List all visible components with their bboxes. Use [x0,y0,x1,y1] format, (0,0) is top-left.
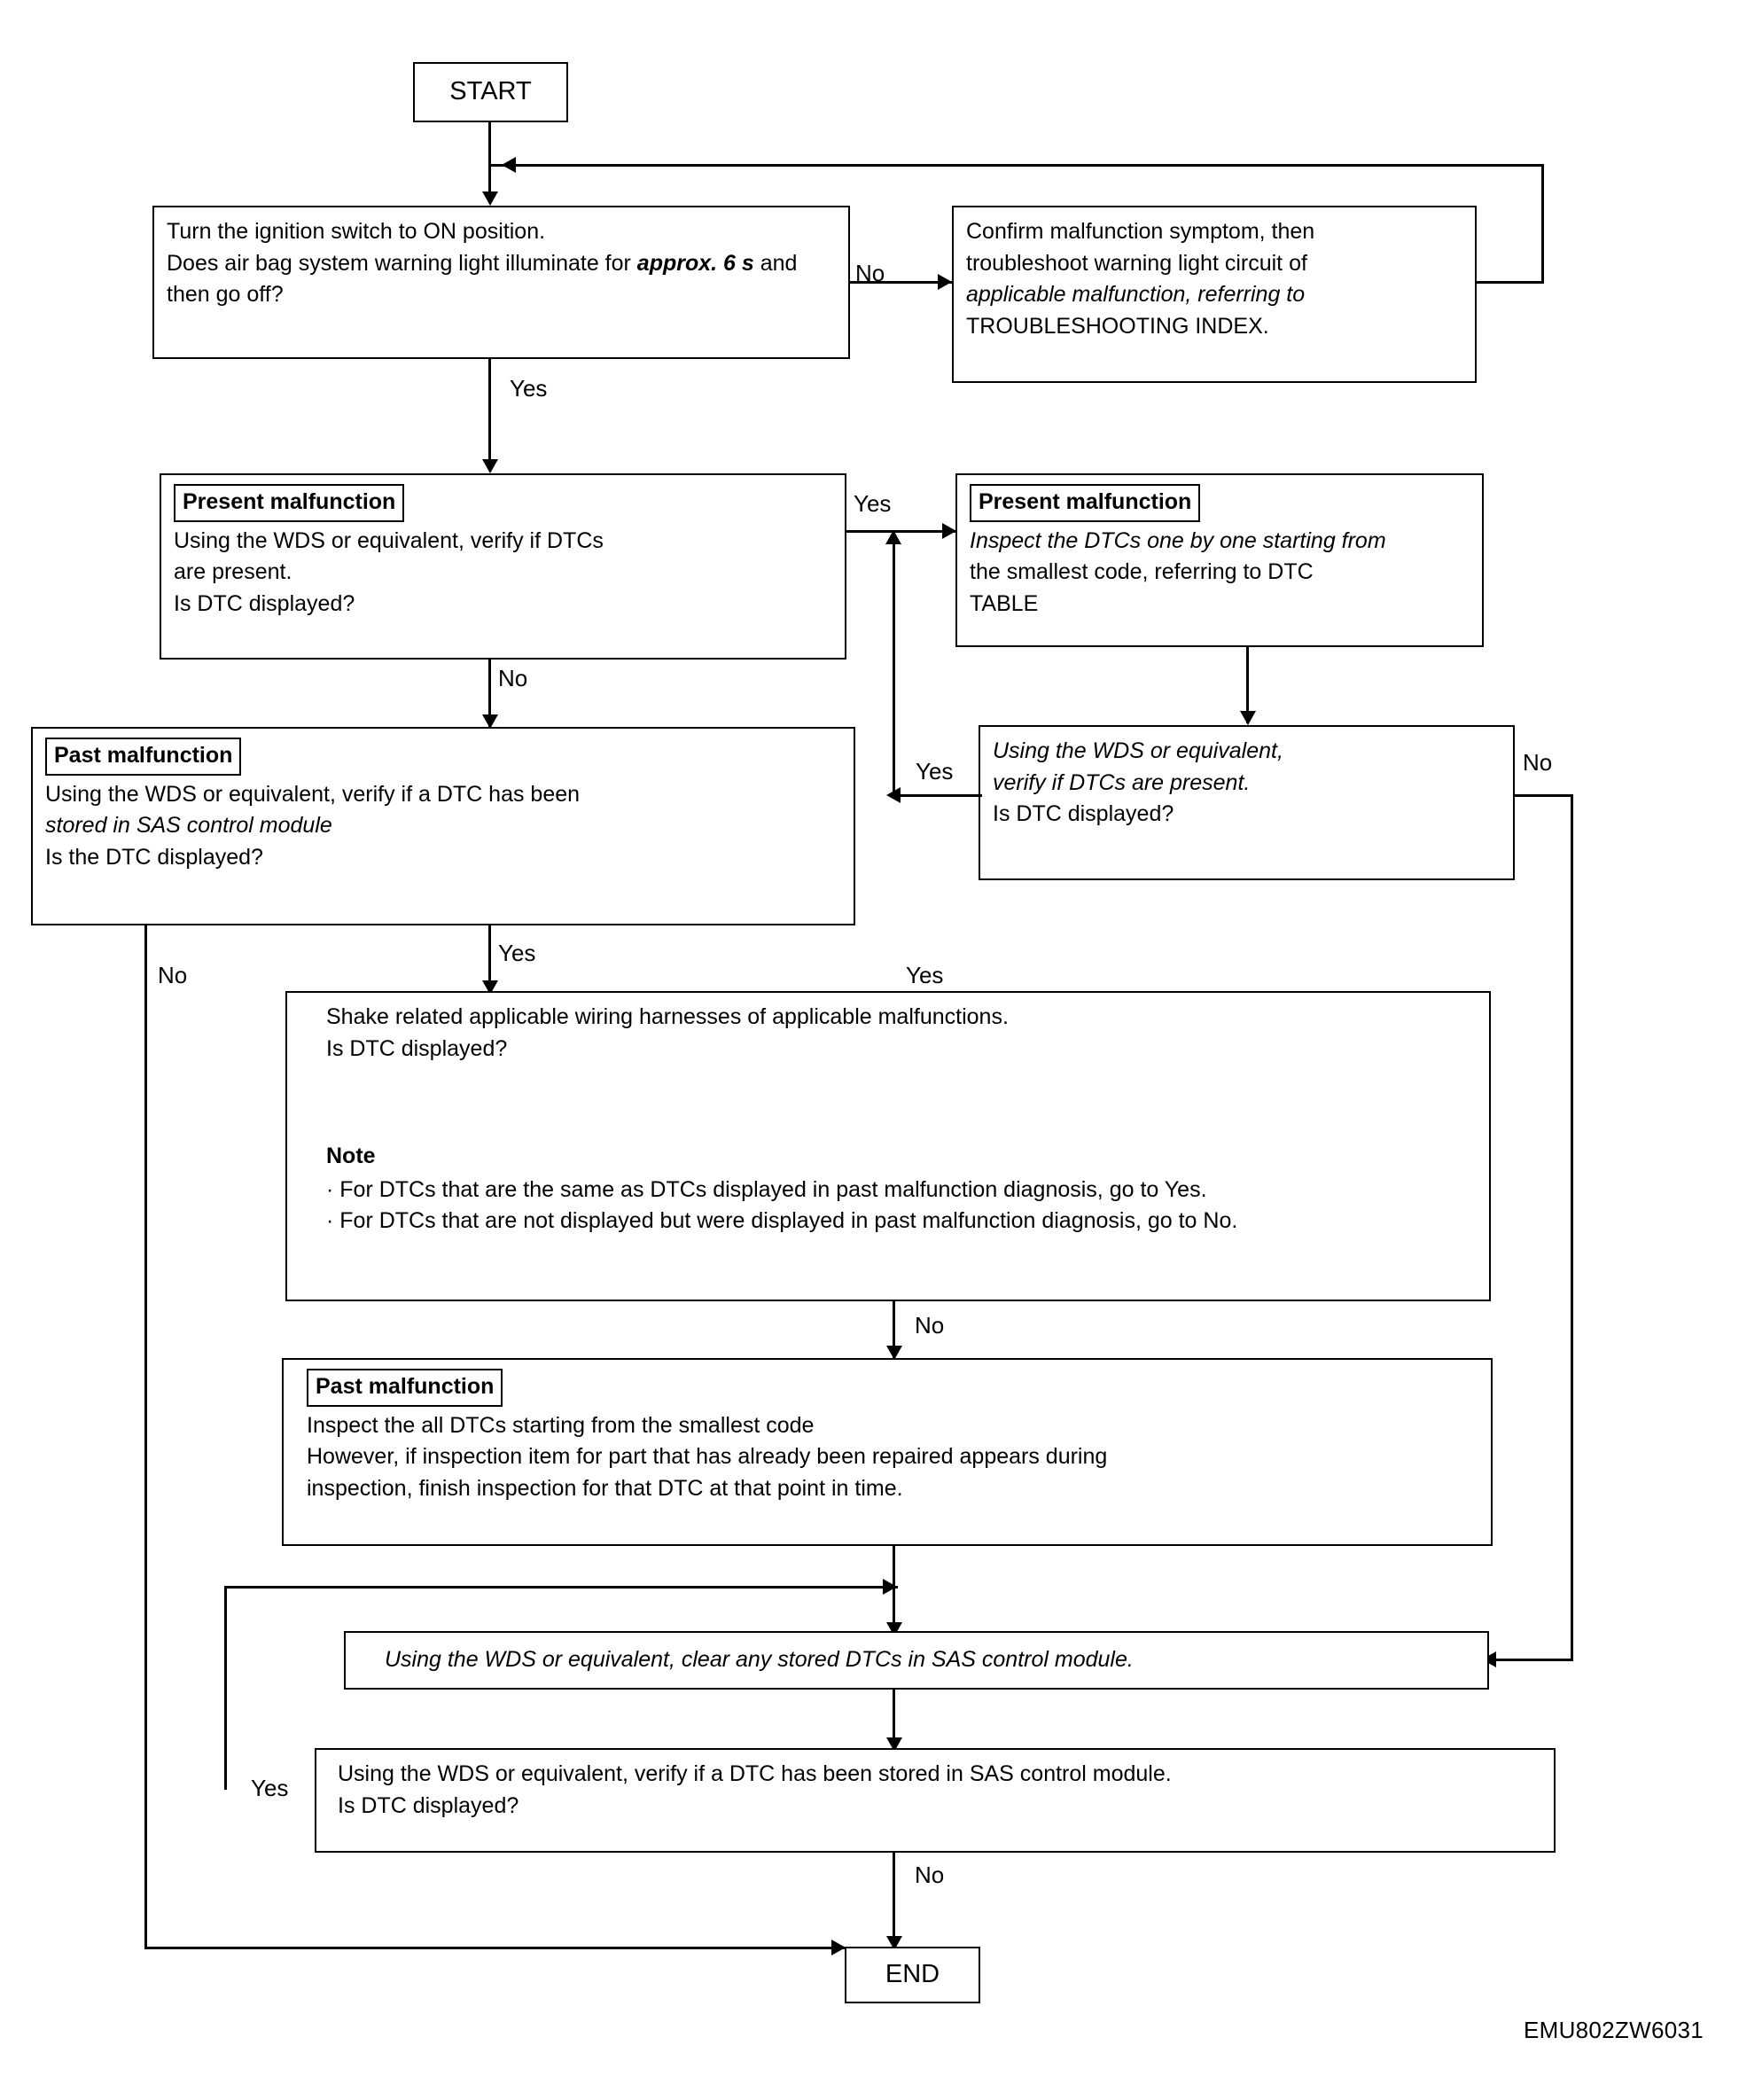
node-verify-line1: Using the WDS or equivalent, [993,738,1283,763]
node-present-verify-line2: are present. [174,559,292,584]
node-clear-dtcs [344,1631,1489,1690]
arrowhead-feedback-top [502,157,516,173]
edge-verify-no-horizontal [1515,794,1573,797]
label-past-no: No [158,962,188,988]
edge-feedback-top-right-hook [1471,281,1544,284]
edge-final-yes-vertical [224,1586,227,1790]
label-shake-yes-in: Yes [906,962,944,988]
node-shake-harness [285,991,1491,1301]
edge-start-to-ignition [488,122,491,202]
label-final-no: No [915,1862,945,1888]
edge-feedback-top-horizontal [488,164,1544,167]
node-past-verify-header: Past malfunction [45,738,241,776]
node-verify-line3: Is DTC displayed? [993,801,1174,826]
label-present-yes: Yes [854,490,892,517]
arrowhead-inspect-to-verify [1240,711,1256,725]
node-confirm-line2: troubleshoot warning light circuit of [966,250,1307,276]
label-present-no: No [498,665,528,691]
edge-verify-yes-riser [893,530,895,796]
node-confirm-symptom [952,206,1477,383]
node-present-inspect-line1: Inspect the DTCs one by one starting from [970,527,1386,553]
node-ignition-line2a: Does air bag system warning light illuminate for [167,250,637,276]
arrowhead-ignition-yes [482,459,498,473]
arrowhead-ignition-no [938,274,952,290]
node-verify-line2: verify if DTCs are present. [993,769,1251,795]
node-verify-stored-line1: Using the WDS or equivalent, verify if a DTC has been stored in SAS control module. [338,1761,1172,1786]
arrowhead-start-to-ignition [482,191,498,206]
node-present-malfunction-verify [160,473,846,660]
node-shake-line1: Shake related applicable wiring harnesses of applicable malfunctions. [326,1004,1009,1029]
node-shake-note-2: · For DTCs that are not displayed but were displayed in past malfunction diagnosis, go to No. [326,1207,1238,1233]
edge-feedback-top-right-vertical [1541,164,1544,284]
edge-verify-no-into-clear [1489,1659,1573,1661]
node-clear-dtcs-line1: Using the WDS or equivalent, clear any stored DTCs in SAS control module. [385,1647,1134,1673]
label-ignition-yes: Yes [510,375,548,402]
node-confirm-line4: TROUBLESHOOTING INDEX. [966,313,1269,339]
edge-present-yes [846,530,957,533]
node-present-inspect-header: Present malfunction [970,484,1200,522]
node-past-malfunction-verify [31,727,855,925]
arrowhead-past-no [831,1940,846,1956]
node-shake-note-1: · For DTCs that are the same as DTCs displayed in past malfunction diagnosis, go to Yes. [326,1176,1207,1202]
arrowhead-present-yes [942,523,956,539]
node-present-inspect-line3: TABLE [970,590,1039,616]
node-start-label: START [449,77,532,106]
node-past-inspect-line2: However, if inspection item for part that has already been repaired appears during [307,1444,1108,1469]
node-past-inspect-header: Past malfunction [307,1369,503,1407]
node-ignition-check [152,206,850,359]
edge-verify-yes [893,794,982,797]
node-confirm-line1: Confirm malfunction symptom, then [966,219,1315,244]
node-past-malfunction-inspect [282,1358,1493,1546]
node-past-verify-line3: Is the DTC displayed? [45,844,263,870]
node-past-inspect-line3: inspection, finish inspection for that DTC at that point in time. [307,1475,903,1501]
edge-final-yes-horizontal [224,1586,898,1589]
node-verify-stored-dtc [315,1748,1556,1853]
node-ignition-line2b: approx. 6 s [636,250,754,276]
node-shake-line2: Is DTC displayed? [326,1035,508,1061]
label-ignition-no: No [855,260,885,286]
node-ignition-line2 [167,248,836,311]
edge-past-no-vertical [144,925,147,1948]
node-present-inspect-line2: the smallest code, referring to DTC [970,559,1314,584]
label-past-yes: Yes [498,940,536,966]
node-verify-dtcs-present [979,725,1515,880]
node-start [413,62,568,122]
label-verify-no: No [1523,749,1553,776]
arrowhead-final-yes [883,1579,897,1595]
label-verify-yes: Yes [916,758,954,785]
node-end-label: END [885,1960,940,1989]
edge-past-no-horizontal [144,1947,845,1949]
node-present-verify-line3: Is DTC displayed? [174,590,355,616]
node-past-verify-line2: stored in SAS control module [45,813,332,838]
node-present-verify-header: Present malfunction [174,484,404,522]
figure-code: EMU802ZW6031 [1523,2017,1704,2043]
node-present-verify-line1: Using the WDS or equivalent, verify if DTCs [174,527,604,553]
node-past-inspect-line1: Inspect the all DTCs starting from the smallest code [307,1412,815,1438]
node-ignition-line2c: and then go off? [167,250,798,307]
label-final-yes: Yes [251,1775,289,1801]
node-confirm-line3: applicable malfunction, referring to [966,282,1306,307]
arrowhead-verify-yes-riser [885,530,901,544]
edge-ignition-yes [488,359,491,470]
node-verify-stored-line2: Is DTC displayed? [338,1792,519,1818]
node-present-malfunction-inspect [955,473,1484,647]
node-past-verify-line1: Using the WDS or equivalent, verify if a DTC has been [45,781,581,807]
node-ignition-line1: Turn the ignition switch to ON position. [167,219,546,244]
node-end [845,1947,980,2003]
edge-verify-no-vertical [1571,794,1573,1661]
node-shake-note-title: Note [326,1144,376,1168]
label-shake-no: No [915,1312,945,1339]
